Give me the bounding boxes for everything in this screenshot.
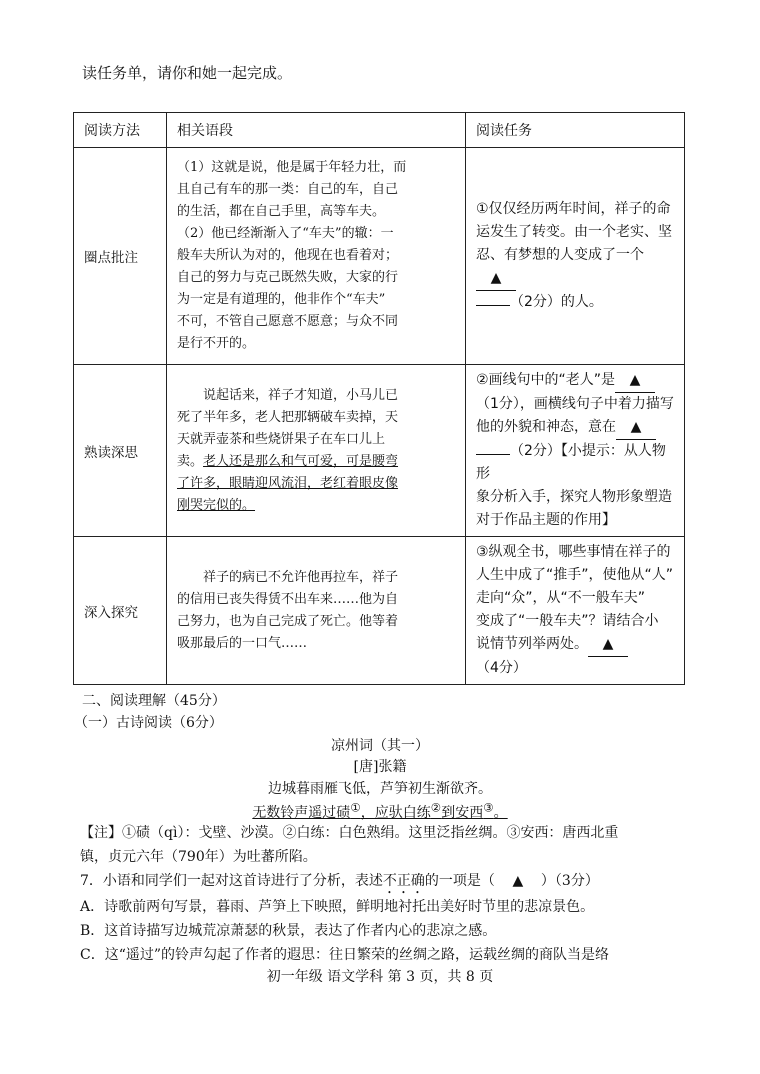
task-text: （4分）: [476, 660, 527, 676]
question-text: 的一项是（: [424, 873, 495, 889]
passage-line: 吸那最后的一口气……: [177, 635, 308, 651]
task-text: ②画线句中的“老人”是: [476, 372, 616, 388]
passage-line: 的信用已丧失得赁不出车来……他为自: [177, 591, 399, 607]
passage-line: 的生活，都在自己手里，高等车夫。: [177, 204, 386, 219]
passage-line: 般车夫所认为对的，他现在也看着对；: [177, 248, 399, 263]
task-text: 他的外貌和神态，意在: [476, 419, 616, 435]
method-cell: 熟读深思: [74, 365, 167, 537]
poem-text: ，应驮白练: [360, 804, 431, 821]
passage-line: 为一定是有道理的，他非作个“车夫”: [177, 292, 386, 307]
passage-line: （1）这就是说，他是属于年轻力壮，而: [177, 160, 407, 175]
task-cell: [466, 148, 685, 365]
table-header-row: [74, 113, 685, 148]
method-cell: 圈点批注: [74, 148, 167, 365]
footnote-mark: ②: [430, 800, 442, 814]
question-text: ）（3分）: [540, 873, 599, 889]
passage-cell: [167, 537, 466, 685]
passage-line: 是行不开的。: [177, 336, 256, 351]
task-line: [476, 440, 676, 486]
header-method: 阅读方法: [74, 113, 167, 148]
poem-line-2: [0, 800, 760, 822]
passage-cell: [167, 148, 466, 365]
task-cell: [466, 365, 685, 537]
poem-text: 到安西: [441, 804, 484, 821]
task-line: 走向“众”，从“不一般车夫”: [476, 590, 646, 606]
task-line: 运发生了转变。由一个老实、坚: [476, 224, 672, 240]
note-line: 【注】①碛（qì）：戈壁、沙漠。②白练：白色熟绢。这里泛指丝绸。③安西：唐西北重: [80, 825, 619, 841]
answer-mark[interactable]: ▲: [512, 873, 524, 889]
passage-line: （2）他已经渐渐入了“车夫”的辙：一: [177, 226, 394, 241]
option-a: A．诗歌前两句写景，暮雨、芦笋上下映照，鲜明地衬托出美好时节里的悲凉景色。: [80, 899, 595, 915]
option-b: B．这首诗描写边城荒凉萧瑟的秋景，表达了作者内心的悲凉之感。: [80, 923, 497, 939]
header-passage: 相关语段: [167, 113, 466, 148]
task-line: 变成了“一般车夫”？请结合小: [476, 613, 659, 629]
passage-line: 天就弄壶茶和些烧饼果子在车口儿上: [177, 431, 386, 447]
task-line: [476, 416, 676, 440]
passage-text: 卖。: [177, 453, 204, 469]
task-line: 对于作品主题的作用】: [476, 512, 616, 528]
task-text: （2分）的人。: [510, 294, 603, 310]
answer-blank[interactable]: ▲: [615, 369, 655, 393]
task-line: ③纵观全书，哪些事情在祥子的: [476, 544, 671, 560]
passage-line: 己努力，也为自己完成了死亡。他等着: [177, 613, 399, 629]
task-text: 忍、有梦想的人变成了一个: [476, 247, 644, 263]
task-line: [476, 291, 676, 314]
poem-text: 。: [493, 804, 508, 821]
task-line: [476, 244, 676, 291]
passage-line: 且自己有车的那一类：自己的车，自己: [177, 182, 399, 197]
table-row: [74, 365, 685, 537]
underlined-line: 刚哭完似的。: [177, 497, 256, 513]
underlined-line: 了许多，眼睛迎风流泪，老红着眼皮像: [177, 475, 399, 491]
passage-cell: [167, 365, 466, 537]
poem-author: [唐]张籍: [353, 759, 407, 775]
note-line: 镇，贞元六年（790年）为吐蕃所陷。: [80, 849, 317, 865]
section-heading: 二、阅读理解（45分）: [82, 693, 226, 709]
intro-text: 读任务单，请你和她一起完成。: [82, 64, 293, 82]
passage-line: 说起话来，祥子才知道，小马儿已: [203, 387, 399, 403]
poem-underlined: [252, 800, 508, 821]
footnote-mark: ③: [483, 800, 494, 814]
question-7: [80, 869, 599, 897]
task-text: 说情节列举两处。: [476, 636, 588, 652]
header-task: 阅读任务: [466, 113, 685, 148]
task-line: ①仅仅经历两年时间，祥子的命: [476, 201, 671, 217]
answer-blank-cont[interactable]: [476, 305, 510, 306]
task-line: （1分），画横线句子中着力描写: [476, 396, 674, 412]
answer-blank-cont[interactable]: [476, 454, 510, 455]
passage-line: 祥子的病已不允许他再拉车，祥子: [203, 569, 399, 585]
table-row: [74, 537, 685, 685]
passage-line: 不可，不管自己愿意不愿意；与众不同: [177, 314, 399, 329]
task-cell: [466, 537, 685, 685]
footnote-mark: ①: [350, 800, 361, 814]
task-line: [476, 633, 676, 680]
task-line: 人生中成了“推手”，使他从“人”: [476, 567, 674, 583]
page-footer: 初一年级 语文学科 第 3 页，共 8 页: [266, 969, 494, 985]
table-row: [74, 148, 685, 365]
passage-line: 自己的努力与克己既然失败，大家的行: [177, 270, 399, 285]
answer-blank[interactable]: ▲: [616, 416, 656, 440]
poem-text: 无数铃声遥过碛: [252, 804, 351, 821]
poem-line-1: 边城暮雨雁飞低，芦笋初生渐欲齐。: [268, 781, 492, 797]
underlined-sentence: 老人还是那么和气可爱，可是腰弯: [203, 453, 399, 469]
emphasis-text: 不正确: [382, 873, 425, 889]
task-line: [476, 369, 676, 393]
subsection-heading: （一）古诗阅读（6分）: [74, 715, 223, 731]
reading-task-table: [73, 112, 685, 685]
passage-line: [177, 451, 457, 473]
poem-title: 凉州词（其一）: [331, 738, 429, 754]
task-text: （2分）【小提示：从人物形: [476, 443, 666, 482]
question-text: 7．小语和同学们一起对这首诗进行了分析，表述: [80, 873, 383, 889]
option-c: C．这“遥过”的铃声勾起了作者的遐思：往日繁荣的丝绸之路，运载丝绸的商队当是络: [80, 947, 610, 963]
answer-blank[interactable]: ▲: [588, 633, 628, 657]
answer-blank[interactable]: ▲: [476, 267, 516, 291]
method-cell: 深入探究: [74, 537, 167, 685]
passage-line: 死了半年多，老人把那辆破车卖掉，天: [177, 409, 399, 425]
task-line: 象分析入手，探究人物形象塑造: [476, 489, 672, 505]
